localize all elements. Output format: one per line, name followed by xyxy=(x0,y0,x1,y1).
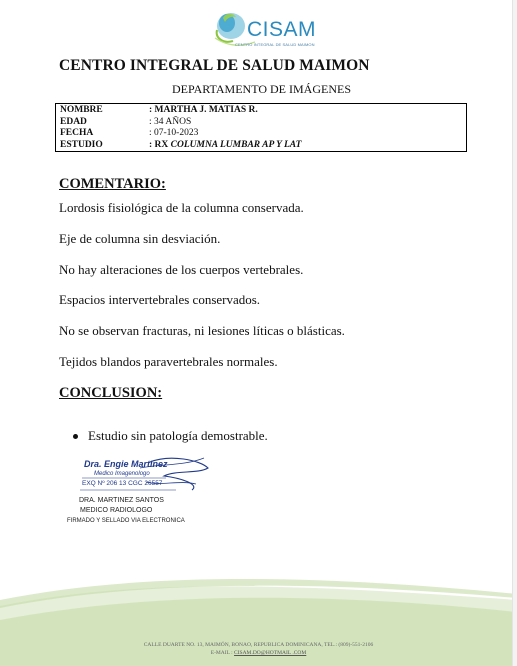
footer-email xyxy=(0,650,517,656)
organization-title: CENTRO INTEGRAL DE SALUD MAIMON xyxy=(59,57,370,74)
department-title: DEPARTAMENTO DE IMÁGENES xyxy=(172,82,351,96)
comment-paragraph: Tejidos blandos paravertebrales normales. xyxy=(59,354,278,369)
logo-wordmark: CISAM xyxy=(247,18,317,41)
signature-name: DRA. MARTINEZ SANTOS xyxy=(79,497,164,504)
comment-heading: COMENTARIO: xyxy=(59,176,166,192)
doctor-stamp xyxy=(80,454,214,494)
comment-paragraph: Eje de columna sin desviación. xyxy=(59,231,221,246)
comment-paragraph: No hay alteraciones de los cuerpos vertebrales. xyxy=(59,262,304,277)
signature-note: FIRMADO Y SELLADO VIA ELECTRONICA xyxy=(67,518,185,524)
conclusion-heading: CONCLUSION: xyxy=(59,385,163,401)
info-label: ESTUDIO xyxy=(60,140,103,150)
conclusion-item xyxy=(73,428,268,444)
footer-email-label: E-MAIL : xyxy=(210,650,235,656)
study-date-value: : 07-10-2023 xyxy=(149,128,199,138)
stamp-license: EXQ Nº 206 13 CGC 26557 xyxy=(82,480,163,487)
bullet-icon xyxy=(73,434,78,439)
study-value xyxy=(149,140,301,151)
logo-subtitle: CENTRO INTEGRAL DE SALUD MAIMON xyxy=(235,42,315,47)
page-edge xyxy=(512,0,517,666)
footer-email-link[interactable]: CISAM.DO@HOTMAIL .COM xyxy=(234,650,307,656)
info-label: NOMBRE xyxy=(60,105,103,115)
patient-name-value: : MARTHA J. MATIAS R. xyxy=(149,105,258,115)
study-name: COLUMNA LUMBAR AP Y LAT xyxy=(170,140,302,150)
signature-role: MEDICO RADIOLOGO xyxy=(80,507,153,514)
comment-paragraph: Lordosis fisiológica de la columna conservada. xyxy=(59,200,304,215)
footer-address: CALLE DUARTE NO. 13, MAIMÓN, BONAO, REPUBLICA DOMINICANA, TEL.: (809)-551-2106 xyxy=(143,642,374,648)
comment-paragraph: No se observan fracturas, ni lesiones líticas o blásticas. xyxy=(59,323,345,338)
patient-age-value: : 34 AÑOS xyxy=(149,117,192,127)
conclusion-text: Estudio sin patología demostrable. xyxy=(88,428,268,443)
comment-paragraph: Espacios intervertebrales conservados. xyxy=(59,292,261,307)
info-label: FECHA xyxy=(60,128,94,138)
stamp-doctor-name: Dra. Engie Martinez xyxy=(84,459,168,469)
stamp-doctor-title: Medico Imagenologo xyxy=(94,471,150,477)
study-prefix: : RX xyxy=(149,140,171,150)
cisam-logo xyxy=(203,8,323,54)
info-label: EDAD xyxy=(60,117,87,127)
patient-info-box xyxy=(55,103,467,152)
